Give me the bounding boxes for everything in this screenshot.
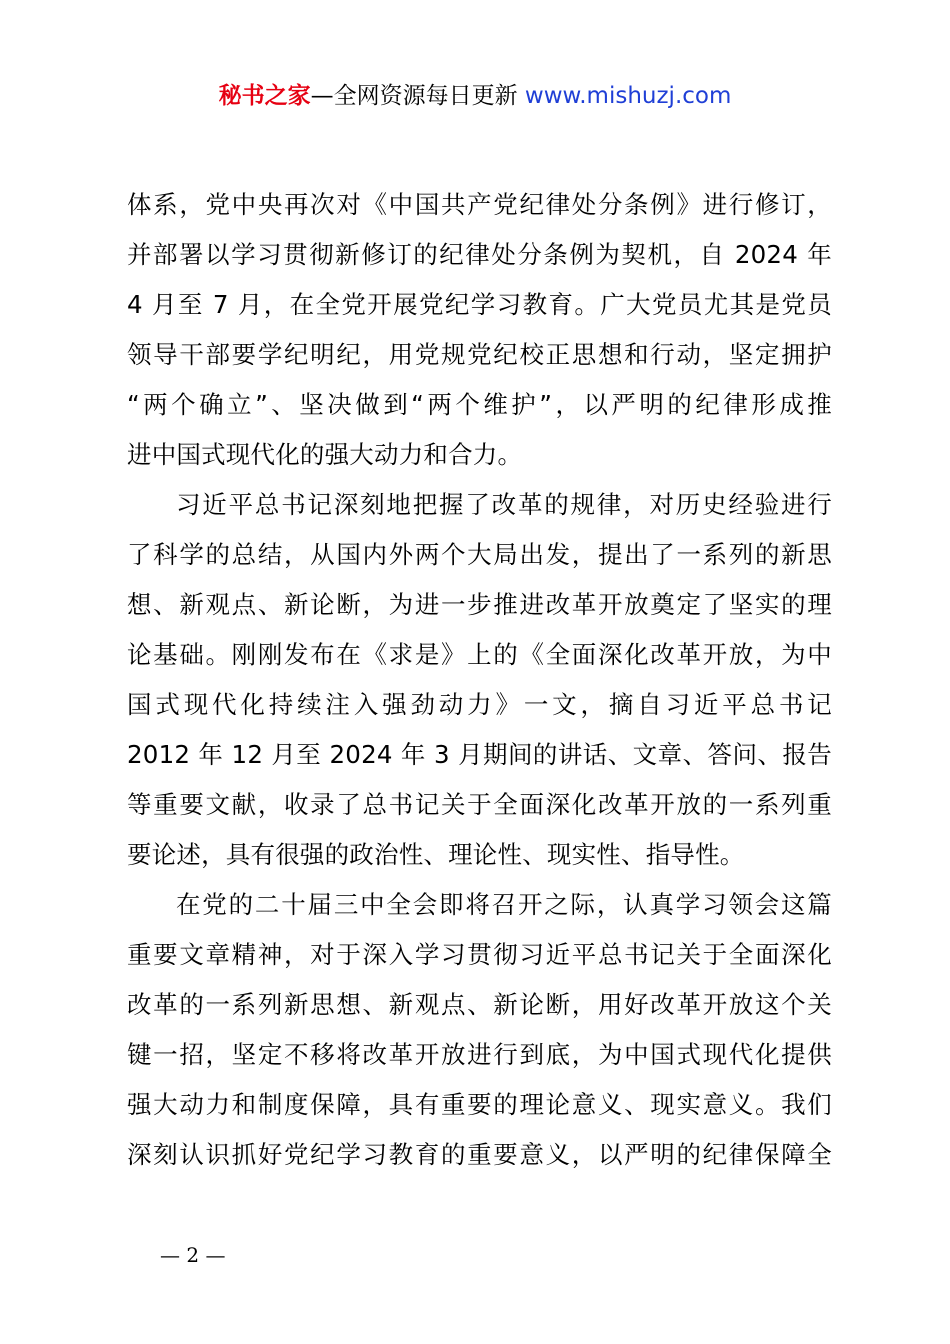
text-line: 重要文章精神，对于深入学习贯彻习近平总书记关于全面深化 (127, 940, 832, 969)
paragraph-1 (127, 180, 832, 480)
text-line: “两个确立”、坚决做到“两个维护”，以严明的纪律形成推 (127, 390, 832, 419)
text-line: 体系，党中央再次对《中国共产党纪律处分条例》进行修订， (127, 190, 832, 219)
site-brand: 秘书之家 (218, 83, 311, 109)
text-line: 2012 年 12 月至 2024 年 3 月期间的讲话、文章、答问、报告 (127, 740, 832, 769)
site-url-link[interactable]: www.mishuzj.com (524, 83, 732, 109)
text-line: 论基础。刚刚发布在《求是》上的《全面深化改革开放，为中 (127, 640, 832, 669)
page-number: — 2 — (160, 1243, 226, 1267)
document-body (127, 180, 832, 1180)
text-line: 改革的一系列新思想、新观点、新论断，用好改革开放这个关 (127, 990, 832, 1019)
text-line: 领导干部要学纪明纪，用党规党纪校正思想和行动，坚定拥护 (127, 340, 832, 369)
text-line: 想、新观点、新论断，为进一步推进改革开放奠定了坚实的理 (127, 590, 832, 619)
text-line: 等重要文献，收录了总书记关于全面深化改革开放的一系列重 (127, 790, 832, 819)
paragraph-3 (127, 880, 832, 1180)
text-line: 在党的二十届三中全会即将召开之际，认真学习领会这篇 (176, 890, 832, 919)
page-header (0, 78, 950, 114)
site-tagline: —全网资源每日更新 (310, 83, 525, 109)
text-line: 深刻认识抓好党纪学习教育的重要意义，以严明的纪律保障全 (127, 1140, 832, 1169)
text-line: 并部署以学习贯彻新修订的纪律处分条例为契机，自 2024 年 (127, 240, 832, 269)
text-line: 4 月至 7 月，在全党开展党纪学习教育。广大党员尤其是党员 (127, 290, 832, 319)
text-line: 习近平总书记深刻地把握了改革的规律，对历史经验进行 (176, 490, 832, 519)
text-line: 键一招，坚定不移将改革开放进行到底，为中国式现代化提供 (127, 1040, 832, 1069)
text-line: 国式现代化持续注入强劲动力》一文，摘自习近平总书记 (127, 690, 832, 719)
text-line: 强大动力和制度保障，具有重要的理论意义、现实意义。我们 (127, 1090, 832, 1119)
text-line: 进中国式现代化的强大动力和合力。 (127, 440, 523, 469)
paragraph-2 (127, 480, 832, 880)
text-line: 要论述，具有很强的政治性、理论性、现实性、指导性。 (127, 840, 745, 869)
text-line: 了科学的总结，从国内外两个大局出发，提出了一系列的新思 (127, 540, 832, 569)
